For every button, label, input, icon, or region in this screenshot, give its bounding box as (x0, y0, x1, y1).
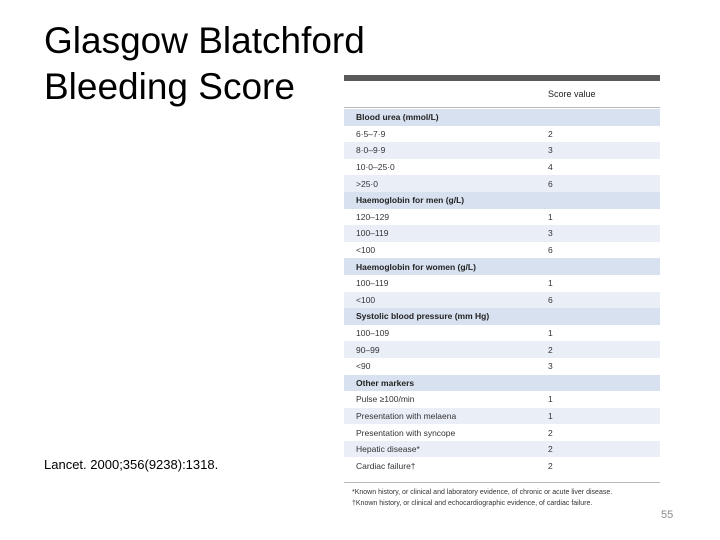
table-row (344, 408, 660, 425)
row-score: 3 (548, 145, 553, 156)
row-score: 1 (548, 211, 553, 222)
row-score: 1 (548, 278, 553, 289)
row-score: 2 (548, 128, 553, 139)
section-label: Blood urea (mmol/L) (356, 112, 439, 123)
section-label: Haemoglobin for women (g/L) (356, 261, 476, 272)
section-label: Haemoglobin for men (g/L) (356, 195, 465, 206)
row-label: Hepatic disease* (356, 444, 420, 455)
table-header (344, 81, 660, 108)
row-label: Cardiac failure† (356, 460, 416, 471)
slide-title-line-2: Bleeding Score (44, 66, 295, 107)
row-score: 3 (548, 361, 553, 372)
page-number: 55 (661, 509, 674, 521)
table-footnotes (344, 482, 660, 509)
table-row (344, 457, 660, 474)
row-score: 6 (548, 294, 553, 305)
table-row (344, 175, 660, 192)
row-label: 6·5–7·9 (356, 128, 386, 139)
score-table (344, 75, 660, 512)
row-label: 100–119 (356, 278, 389, 289)
row-label: 120–129 (356, 211, 390, 222)
row-score: 3 (548, 228, 553, 239)
table-row (344, 275, 660, 292)
row-score: 6 (548, 178, 553, 189)
table-section-row (344, 192, 660, 209)
table-section-row (344, 375, 660, 392)
row-score: 1 (548, 410, 553, 421)
row-label: <90 (356, 361, 371, 372)
row-score: 2 (548, 427, 553, 438)
row-label: >25·0 (356, 178, 378, 189)
slide-title-line-1: Glasgow Blatchford (44, 20, 365, 61)
section-label: Systolic blood pressure (mm Hg) (356, 311, 490, 322)
table-row (344, 159, 660, 176)
row-label: Presentation with syncope (356, 427, 456, 438)
slide-title (44, 18, 365, 110)
row-label: <100 (356, 245, 376, 256)
row-score: 1 (548, 328, 553, 339)
row-score: 6 (548, 245, 553, 256)
table-row (344, 292, 660, 309)
citation-details: 2000;356(9238):1318. (86, 457, 219, 472)
row-score: 2 (548, 344, 553, 355)
footnote-hepatic: *Known history, or clinical and laboratory evidence, of chronic or acute liver disease. (352, 489, 613, 497)
table-section-row (344, 109, 660, 126)
row-score: 4 (548, 162, 553, 173)
table-section-row (344, 308, 660, 325)
table-row (344, 142, 660, 159)
table-section-row (344, 258, 660, 275)
citation (44, 457, 218, 472)
table-header-score: Score value (548, 89, 596, 99)
table-row (344, 441, 660, 458)
row-label: 100–119 (356, 228, 389, 239)
table-row (344, 126, 660, 143)
table-row (344, 242, 660, 259)
row-label: 100–109 (356, 328, 390, 339)
row-label: 8·0–9·9 (356, 145, 386, 156)
row-label: <100 (356, 294, 376, 305)
row-score: 1 (548, 394, 553, 405)
table-row (344, 225, 660, 242)
citation-journal: Lancet. (44, 457, 87, 472)
table-body (344, 108, 660, 474)
row-label: Presentation with melaena (356, 410, 457, 421)
row-label: Pulse ≥100/min (356, 394, 415, 405)
table-row (344, 209, 660, 226)
table-row (344, 391, 660, 408)
table-row (344, 424, 660, 441)
footnote-cardiac: †Known history, or clinical and echocardiographic evidence, of cardiac failure. (352, 500, 593, 508)
section-label: Other markers (356, 377, 415, 388)
row-score: 2 (548, 444, 553, 455)
row-label: 90–99 (356, 344, 380, 355)
row-score: 2 (548, 460, 553, 471)
table-row (344, 325, 660, 342)
table-row (344, 358, 660, 375)
table-row (344, 341, 660, 358)
row-label: 10·0–25·0 (356, 162, 395, 173)
